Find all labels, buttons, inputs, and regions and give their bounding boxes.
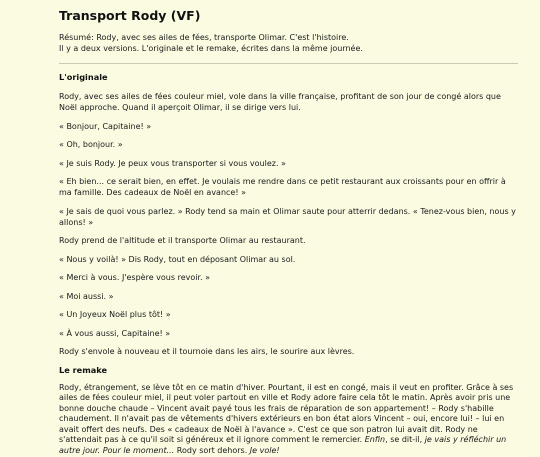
page-title: Transport Rody (VF) xyxy=(59,8,201,23)
section-heading-original: L'originale xyxy=(59,72,108,82)
remake-story xyxy=(59,383,518,457)
summary xyxy=(59,32,518,54)
story-paragraph xyxy=(59,383,518,457)
section-heading-remake: Le remake xyxy=(59,364,108,375)
remake-italic-text: je vais y réfléchir un autre jour. Pour le moment... xyxy=(59,435,507,456)
story-paragraph: Rody, avec ses ailes de fées couleur miel, vole dans la ville française, profitant de son jour de congé alors que Noël approche. Quand il aperçoit Olimar, il se dirige vers lui. xyxy=(59,92,501,112)
story-paragraph: « Je sais de quoi vous parlez. » Rody tend sa main et Olimar saute pour atterrir dedans. « Tenez-vous bien, nous y allons! » xyxy=(59,206,516,227)
remake-italic-text: Je vole! xyxy=(249,446,280,456)
story-paragraph: « Nous y voilà! » Dis Rody, tout en déposant Olimar au sol. xyxy=(59,254,296,264)
story-paragraph: « Je suis Rody. Je peux vous transporter si vous voulez. » xyxy=(59,158,286,168)
story-paragraph: « Merci à vous. J'espère vous revoir. » xyxy=(59,273,210,282)
story-paragraph: Rody prend de l'altitude et il transporte Olimar au restaurant. xyxy=(59,236,306,245)
original-story xyxy=(59,91,518,357)
remake-text: Rody, étrangement, se lève tôt en ce matin d'hiver. Pourtant, il est en congé, mais il veut en profiter. Grâce à ses ailes de fées couleur miel, il peut voler partout en ville et Rody adore faire cela tôt le matin. Après avoir pris une bonne douche chaude – Vincent avait payé tous les frais de réparation de son appartement! – Rody s'habille chaudement. Il n'avait pas de vêtements d'hivers extérieurs en bon état alors Vincent – oui, encore lui! – lui en avait offert des neufs. Des « cadeaux de Noël à l'avance ». C'est ce que son patron lui avait dit. Rody ne s'attendait pas à ce qu'il soit si généreux et il ignore comment le remercier. xyxy=(59,382,514,445)
story-paragraph: « Bonjour, Capitaine! » xyxy=(59,121,152,131)
remake-text: , se dit-il, xyxy=(385,435,425,445)
story-paragraph: Rody s'envole à nouveau et il tournoie dans les airs, le sourire aux lèvres. xyxy=(59,347,355,356)
summary-line: Il y a deux versions. L'originale et le remake, écrites dans la même journée. xyxy=(59,44,363,53)
story-paragraph: « Moi aussi. » xyxy=(59,291,114,301)
story-paragraph: « À vous aussi, Capitaine! » xyxy=(59,328,171,338)
remake-text: Rody sort dehors. xyxy=(174,446,250,456)
summary-line: Résumé: Rody, avec ses ailes de fées, transporte Olimar. C'est l'histoire. xyxy=(59,33,349,42)
story-paragraph: « Un Joyeux Noël plus tôt! » xyxy=(59,310,171,319)
story-paragraph: « Oh, bonjour. » xyxy=(59,140,123,149)
divider xyxy=(59,63,518,64)
remake-italic-text: Enfin xyxy=(364,435,386,445)
story-paragraph: « Eh bien... ce serait bien, en effet. Je voulais me rendre dans ce petit restaurant aux croissants pour en offrir à ma famille. Des cadeaux de Noël en avance! » xyxy=(59,177,506,197)
